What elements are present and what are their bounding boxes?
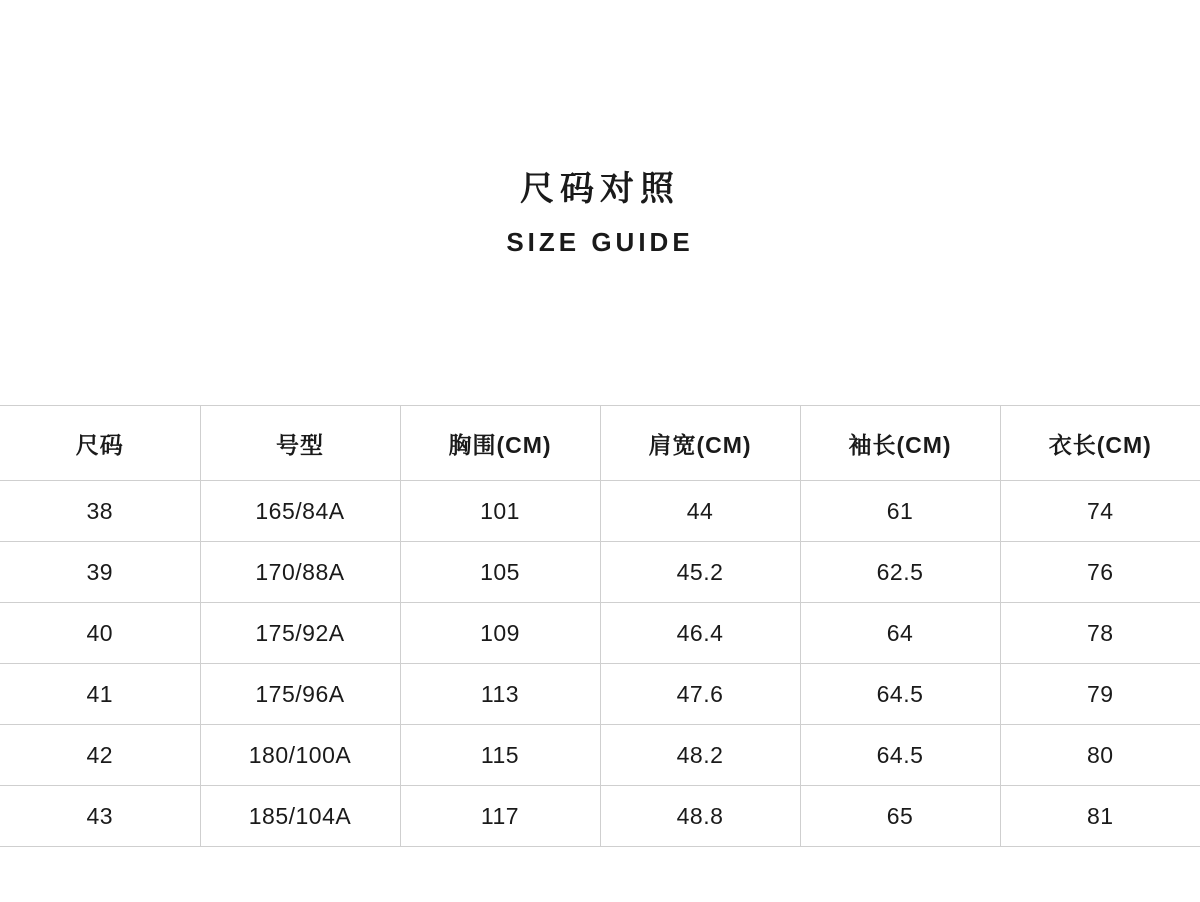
cell-sleeve: 61	[800, 481, 1000, 542]
table-row	[0, 603, 1200, 664]
cell-chest: 117	[400, 786, 600, 847]
page-title-cn: 尺码对照	[520, 170, 680, 208]
cell-model: 180/100A	[200, 725, 400, 786]
table-row	[0, 542, 1200, 603]
cell-size: 38	[0, 481, 200, 542]
column-header-chest: 胸围(CM)	[400, 406, 600, 481]
cell-model: 175/96A	[200, 664, 400, 725]
cell-model: 170/88A	[200, 542, 400, 603]
cell-chest: 109	[400, 603, 600, 664]
size-table-head	[0, 406, 1200, 481]
cell-length: 76	[1000, 542, 1200, 603]
cell-length: 80	[1000, 725, 1200, 786]
size-table	[0, 405, 1200, 847]
cell-sleeve: 62.5	[800, 542, 1000, 603]
cell-length: 74	[1000, 481, 1200, 542]
page-title-en: SIZE GUIDE	[506, 226, 694, 257]
cell-length: 79	[1000, 664, 1200, 725]
column-header-length: 衣长(CM)	[1000, 406, 1200, 481]
cell-chest: 105	[400, 542, 600, 603]
table-row	[0, 664, 1200, 725]
cell-model: 185/104A	[200, 786, 400, 847]
cell-sleeve: 64.5	[800, 725, 1000, 786]
column-header-size: 尺码	[0, 406, 200, 481]
cell-length: 78	[1000, 603, 1200, 664]
cell-sleeve: 64	[800, 603, 1000, 664]
table-header-row	[0, 406, 1200, 481]
cell-size: 43	[0, 786, 200, 847]
cell-size: 42	[0, 725, 200, 786]
cell-length: 81	[1000, 786, 1200, 847]
cell-model: 175/92A	[200, 603, 400, 664]
size-table-body	[0, 481, 1200, 847]
cell-shoulder: 48.2	[600, 725, 800, 786]
size-table-container	[0, 405, 1200, 847]
cell-sleeve: 65	[800, 786, 1000, 847]
table-row	[0, 481, 1200, 542]
table-row	[0, 725, 1200, 786]
cell-shoulder: 44	[600, 481, 800, 542]
cell-size: 41	[0, 664, 200, 725]
cell-shoulder: 48.8	[600, 786, 800, 847]
cell-shoulder: 45.2	[600, 542, 800, 603]
cell-shoulder: 47.6	[600, 664, 800, 725]
column-header-shoulder: 肩宽(CM)	[600, 406, 800, 481]
cell-chest: 115	[400, 725, 600, 786]
cell-chest: 101	[400, 481, 600, 542]
column-header-model: 号型	[200, 406, 400, 481]
cell-model: 165/84A	[200, 481, 400, 542]
table-row	[0, 786, 1200, 847]
cell-chest: 113	[400, 664, 600, 725]
column-header-sleeve: 袖长(CM)	[800, 406, 1000, 481]
cell-size: 40	[0, 603, 200, 664]
cell-size: 39	[0, 542, 200, 603]
cell-shoulder: 46.4	[600, 603, 800, 664]
cell-sleeve: 64.5	[800, 664, 1000, 725]
page-header	[0, 0, 1200, 258]
